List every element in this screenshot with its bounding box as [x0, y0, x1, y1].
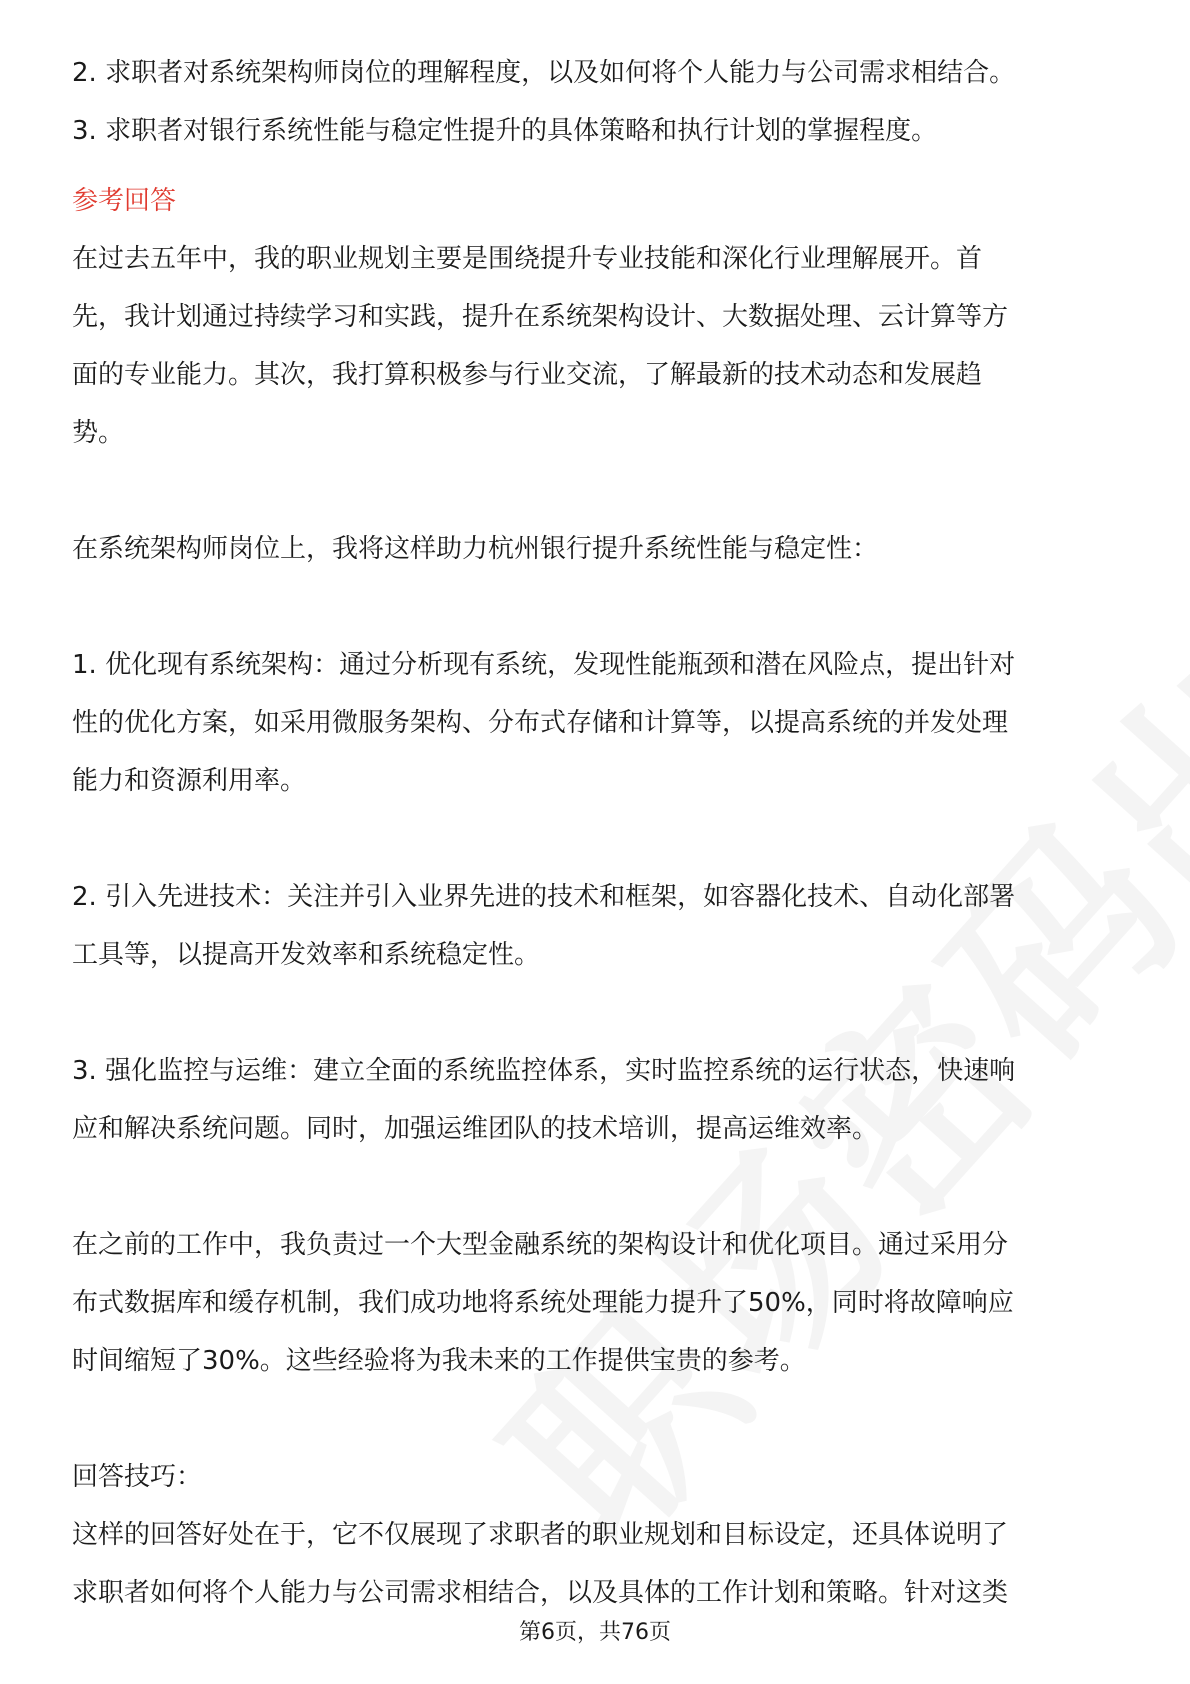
- paragraph-line: 势。: [72, 418, 125, 448]
- paragraph-line: 这样的回答好处在于，它不仅展现了求职者的职业规划和目标设定，还具体说明了: [72, 1520, 1009, 1550]
- question-line: 3. 求职者对银行系统性能与稳定性提升的具体策略和执行计划的掌握程度。: [72, 116, 938, 146]
- paragraph-line: 工具等，以提高开发效率和系统稳定性。: [72, 940, 541, 970]
- paragraph-line: 性的优化方案，如采用微服务架构、分布式存储和计算等，以提高系统的并发处理: [72, 708, 1009, 738]
- answer-heading: 参考回答: [72, 186, 177, 216]
- paragraph-line: 时间缩短了30%。这些经验将为我未来的工作提供宝贵的参考。: [72, 1346, 806, 1376]
- role-paragraph: 在系统架构师岗位上，我将这样助力杭州银行提升系统性能与稳定性：: [72, 534, 879, 564]
- intro-paragraph: [72, 230, 1122, 462]
- page-number: 第6页，共76页: [519, 1620, 671, 1645]
- tips-heading: 回答技巧：: [72, 1462, 203, 1492]
- paragraph-line: 先，我计划通过持续学习和实践，提升在系统架构设计、大数据处理、云计算等方: [72, 302, 1009, 332]
- paragraph-line: 2. 引入先进技术：关注并引入业界先进的技术和框架，如容器化技术、自动化部署: [72, 882, 1016, 912]
- point-2-paragraph: [72, 868, 1122, 984]
- paragraph-line: 求职者如何将个人能力与公司需求相结合，以及具体的工作计划和策略。针对这类: [72, 1578, 1009, 1608]
- paragraph-line: 布式数据库和缓存机制，我们成功地将系统处理能力提升了50%，同时将故障响应: [72, 1288, 1014, 1318]
- paragraph-line: 应和解决系统问题。同时，加强运维团队的技术培训，提高运维效率。: [72, 1114, 879, 1144]
- page-content: [72, 44, 1122, 1622]
- point-3-paragraph: [72, 1042, 1122, 1158]
- paragraph-line: 在之前的工作中，我负责过一个大型金融系统的架构设计和优化项目。通过采用分: [72, 1230, 1009, 1260]
- question-line: 2. 求职者对系统架构师岗位的理解程度，以及如何将个人能力与公司需求相结合。: [72, 58, 1016, 88]
- paragraph-line: 能力和资源利用率。: [72, 766, 307, 796]
- paragraph-line: 1. 优化现有系统架构：通过分析现有系统，发现性能瓶颈和潜在风险点，提出针对: [72, 650, 1016, 680]
- paragraph-line: 3. 强化监控与运维：建立全面的系统监控体系，实时监控系统的运行状态，快速响: [72, 1056, 1016, 1086]
- paragraph-line: 面的专业能力。其次，我打算积极参与行业交流，了解最新的技术动态和发展趋: [72, 360, 983, 390]
- tips-paragraph: [72, 1506, 1122, 1622]
- point-1-paragraph: [72, 636, 1122, 810]
- experience-paragraph: [72, 1216, 1122, 1390]
- paragraph-line: 在过去五年中，我的职业规划主要是围绕提升专业技能和深化行业理解展开。首: [72, 244, 983, 274]
